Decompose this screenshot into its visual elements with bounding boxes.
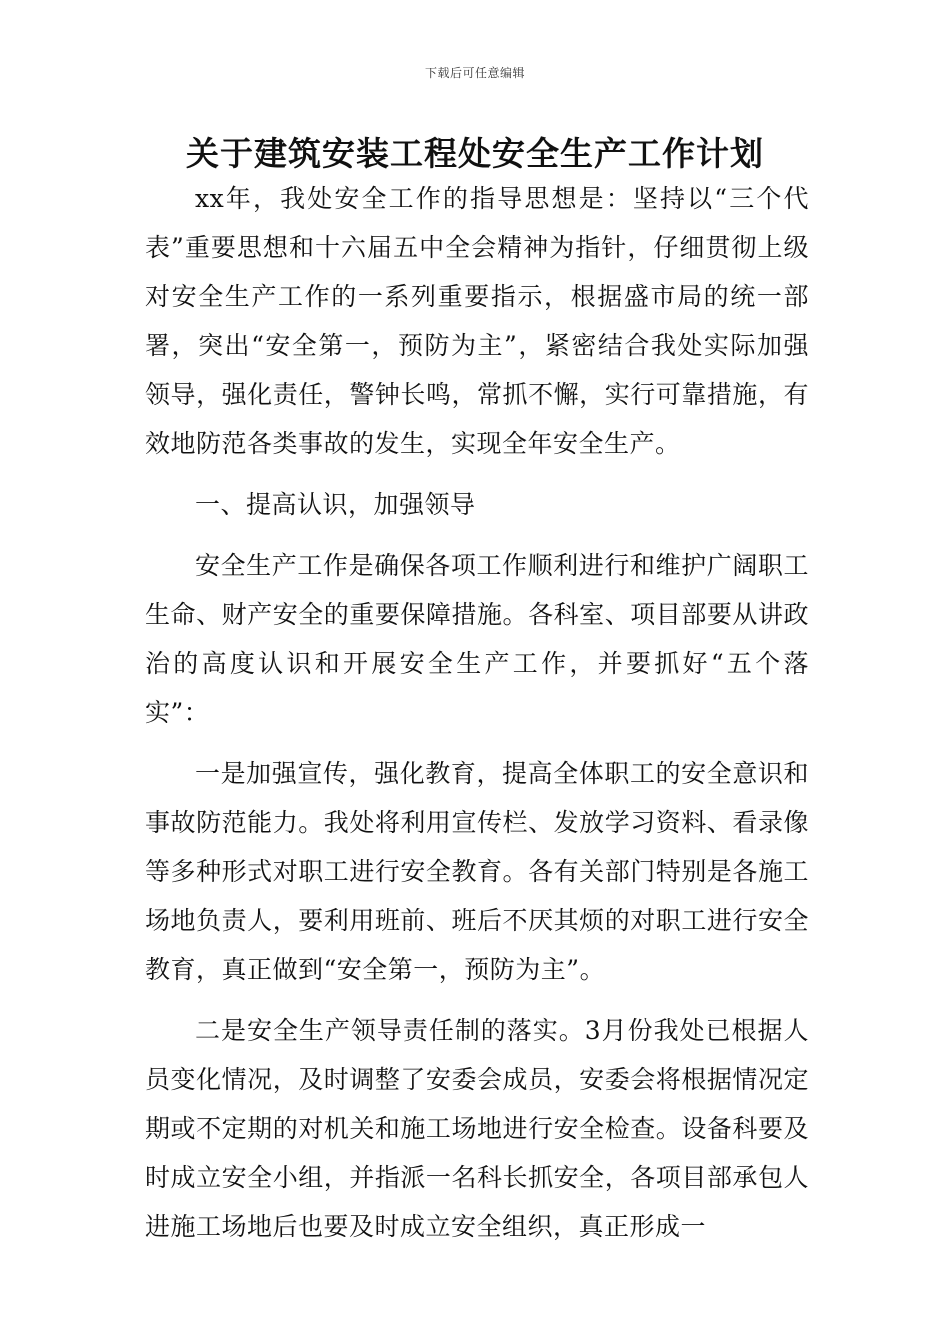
header-note: 下载后可任意编辑 <box>424 66 525 80</box>
paragraph-intro: xx年，我处安全工作的指导思想是：坚持以“三个代表”重要思想和十六届五中全会精神为指针，仔细贯彻上级对安全生产工作的一系列重要指示，根据盛市局的统一部署，突出“安全第一，预防为主”，紧密结合我处实际加强领导，强化责任，警钟长鸣，常抓不懈，实行可靠措施，有效地防范各类事故的发生，实现全年安全生产。 <box>145 184 809 458</box>
paragraph-safety-importance: 安全生产工作是确保各项工作顺利进行和维护广阔职工生命、财产安全的重要保障措施。各科室、项目部要从讲政治的高度认识和开展安全生产工作，并要抓好“五个落实”： <box>145 551 809 727</box>
document-body <box>145 174 809 1263</box>
section-heading-1: 一、提高认识，加强领导 <box>195 490 476 519</box>
paragraph-item-one: 一是加强宣传，强化教育，提高全体职工的安全意识和事故防范能力。我处将利用宣传栏、发放学习资料、看录像等多种形式对职工进行安全教育。各有关部门特别是各施工场地负责人，要利用班前、班后不厌其烦的对职工进行安全教育，真正做到“安全第一，预防为主”。 <box>145 759 809 984</box>
document-title: 关于建筑安装工程处安全生产工作计划 <box>186 134 764 173</box>
paragraph-item-two: 二是安全生产领导责任制的落实。3月份我处已根据人员变化情况，及时调整了安委会成员，安委会将根据情况定期或不定期的对机关和施工场地进行安全检查。设备科要及时成立安全小组，并指派一名科长抓安全，各项目部承包人进施工场地后也要及时成立安全组织，真正形成一 <box>145 1016 809 1241</box>
